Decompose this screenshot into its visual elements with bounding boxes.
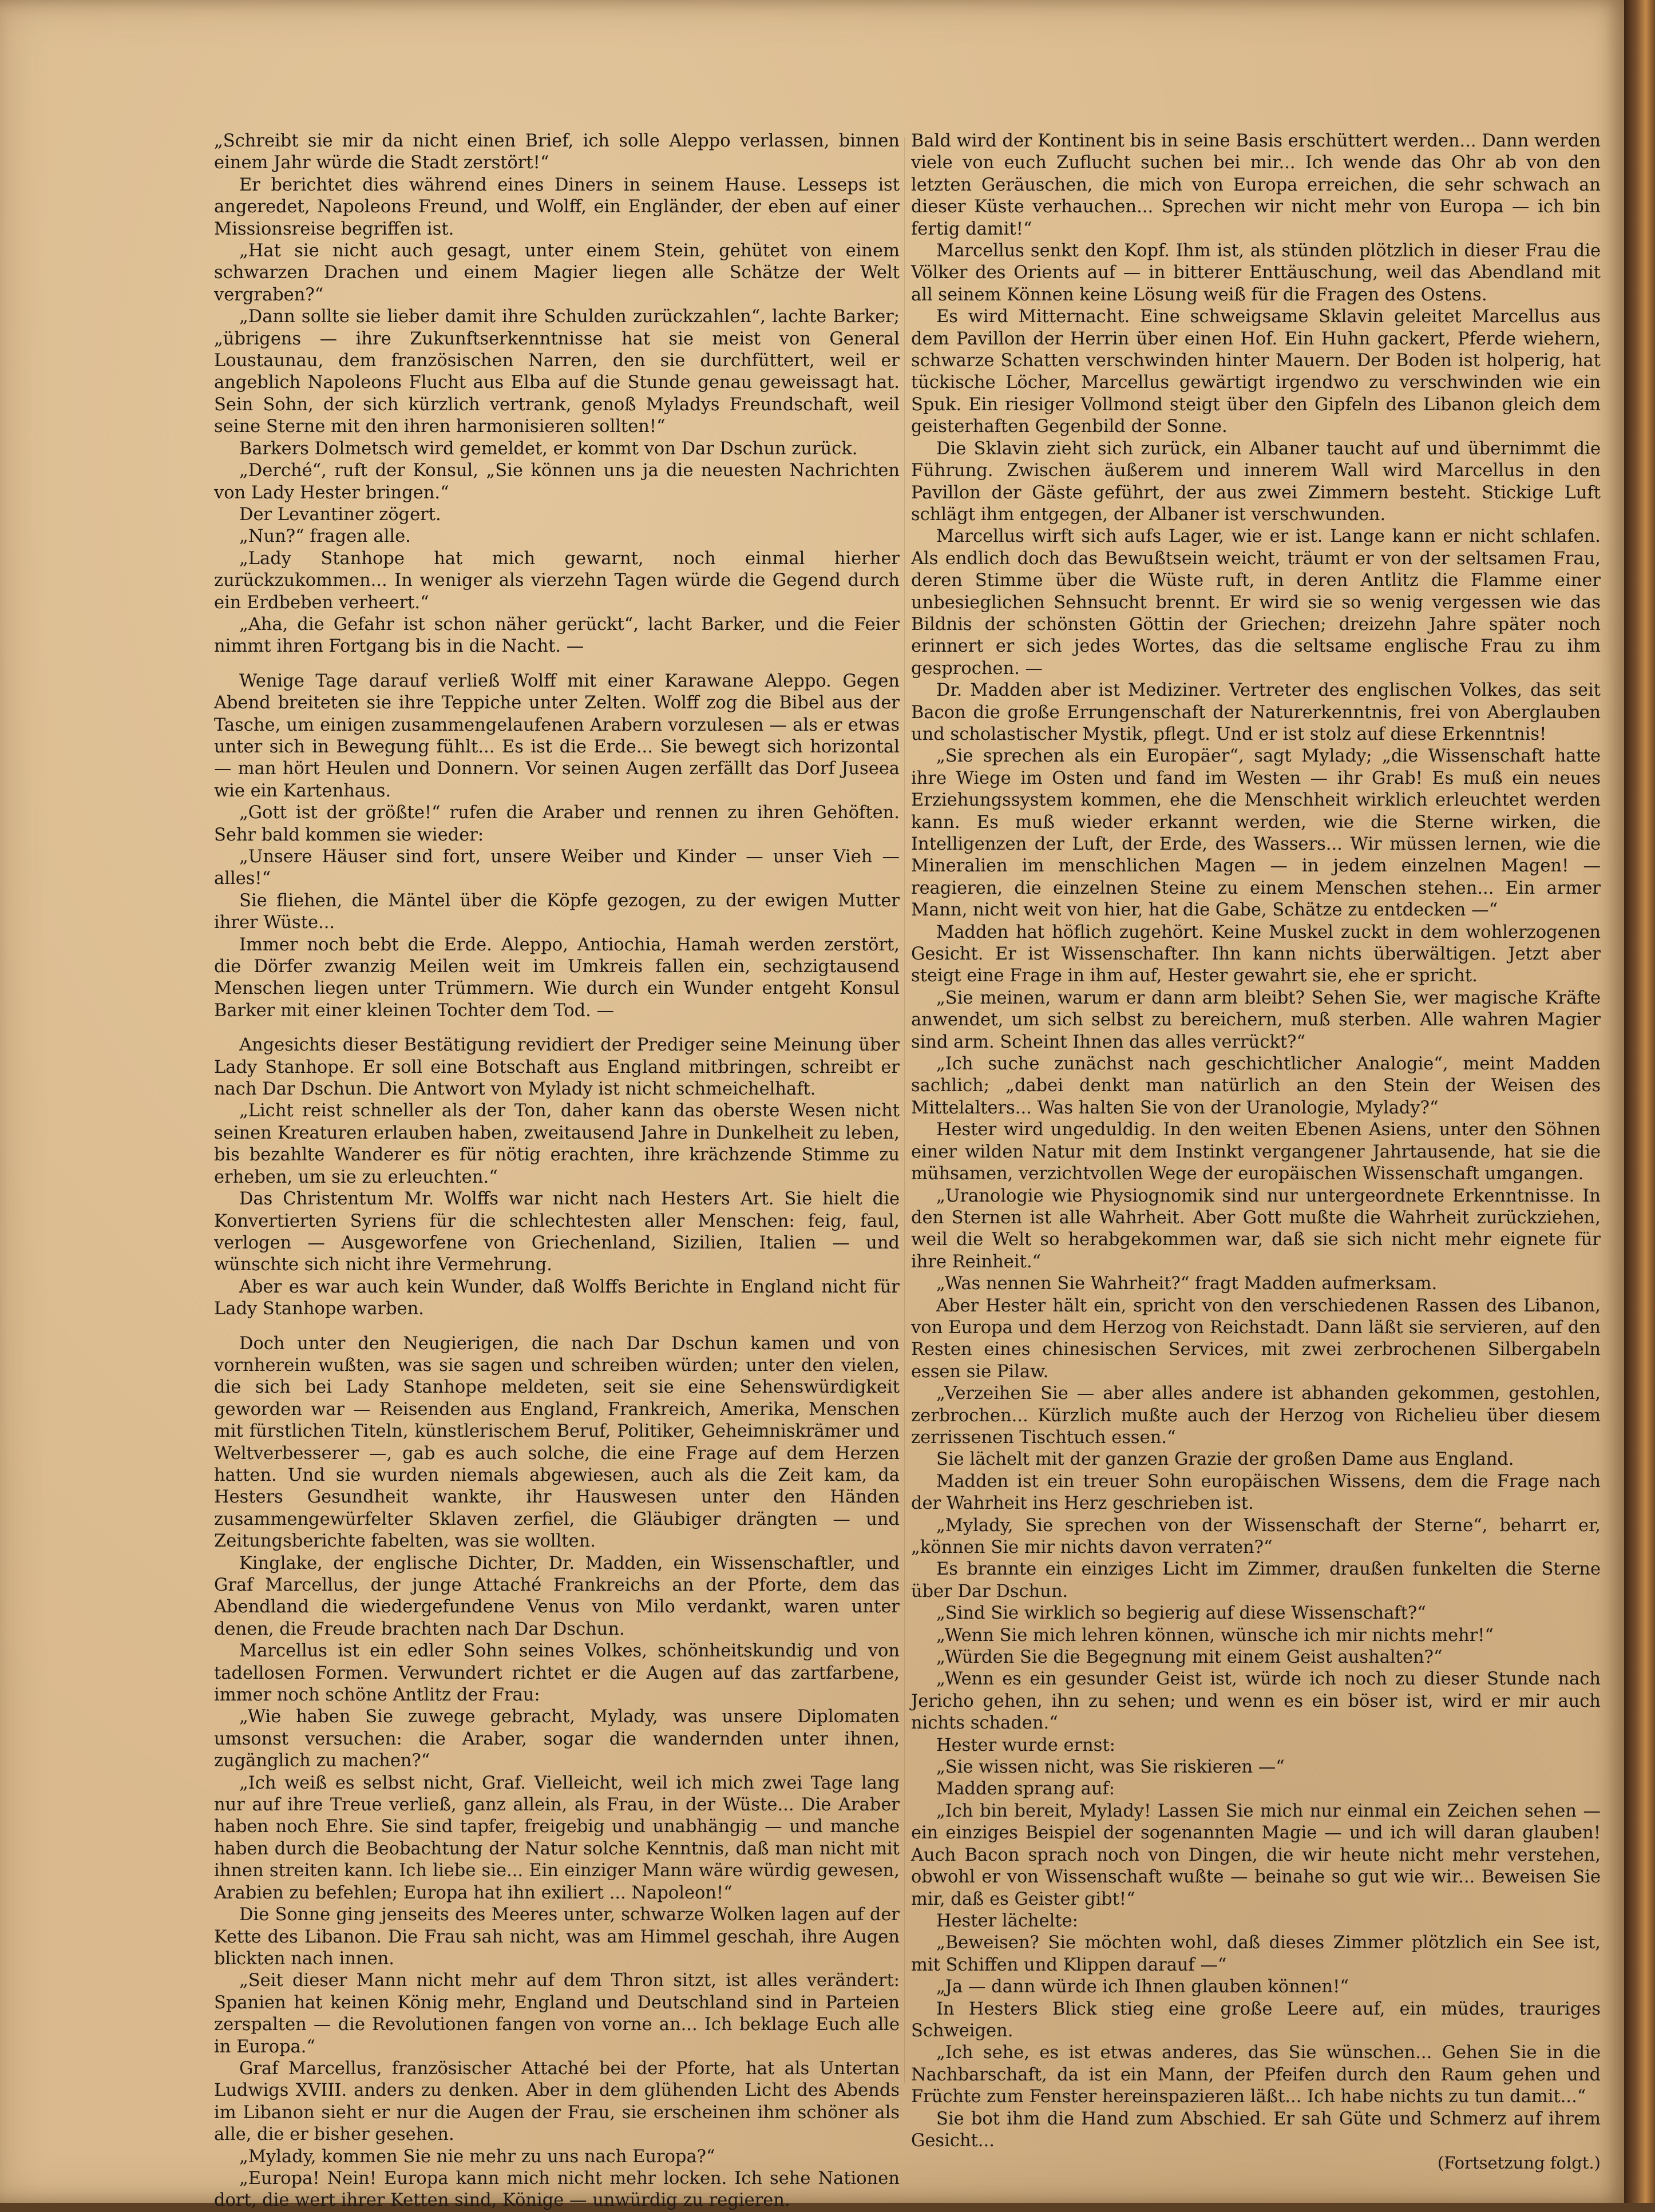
paragraph: „Sie meinen, warum er dann arm bleibt? Sehen Sie, wer magische Kräfte anwendet, um sich selbst zu bereichern, muß sterben. Alle wahren Magier sind arm. Scheint Ihnen das alles verrückt?“ (911, 988, 1601, 1052)
paragraph: „Gott ist der größte!“ rufen die Araber und rennen zu ihren Gehöften. Sehr bald kommen sie wieder: (214, 803, 900, 845)
paragraph: Aber Hester hält ein, spricht von den verschiedenen Rassen des Libanon, von Europa und dem Herzog von Reichstadt. Dann läßt sie servieren, auf den Resten eines chinesischen Services, mit zwei zerbrochenen Silbergabeln essen sie Pilaw. (911, 1295, 1601, 1382)
paragraph: Aber es war auch kein Wunder, daß Wolffs Berichte in England nicht für Lady Stanhope warben. (214, 1277, 900, 1319)
paragraph: „Dann sollte sie lieber damit ihre Schulden zurückzahlen“, lachte Barker; „übrigens — ihre Zukunftserkenntnisse hat sie meist von General Loustaunau, dem französischen Narren, den sie durchfüttert, weil er angeblich Napoleons Flucht aus Elba auf die Stunde genau geweissagt hat. Sein Sohn, der sich kürzlich vertrank, genoß Myladys Freundschaft, weil seine Sterne mit den ihren harmonisieren sollten!“ (214, 307, 900, 437)
paragraph: Marcellus senkt den Kopf. Ihm ist, als stünden plötzlich in dieser Frau die Völker des Orients auf — in bitterer Enttäuschung, weil das Abendland mit all seinem Können keine Lösung weiß für die Fragen des Ostens. (911, 241, 1601, 305)
paragraph: Es brannte ein einziges Licht im Zimmer, draußen funkelten die Sterne über Dar Dschun. (911, 1559, 1601, 1601)
paragraph: „Mylady, Sie sprechen von der Wissenschaft der Sterne“, beharrt er, „können Sie mir nichts davon verraten?“ (911, 1515, 1601, 1557)
paragraph: „Ich suche zunächst nach geschichtlicher Analogie“, meint Madden sachlich; „dabei denkt man natürlich an den Stein der Weisen des Mittelalters... Was halten Sie von der Uranologie, Mylady?“ (911, 1054, 1601, 1118)
paragraph: „Ja — dann würde ich Ihnen glauben können!“ (936, 1977, 1349, 1997)
paragraph: „Lady Stanhope hat mich gewarnt, noch einmal hierher zurückzukommen... In weniger als vierzehn Tagen würde die Gegend durch ein Erdbeben verheert.“ (214, 548, 900, 613)
paragraph: In Hesters Blick stieg eine große Leere auf, ein müdes, trauriges Schweigen. (911, 1999, 1601, 2041)
paragraph: Dr. Madden aber ist Mediziner. Vertreter des englischen Volkes, das seit Bacon die große Errungenschaft der Naturerkenntnis, frei von Aberglauben und scholastischer Mystik, pflegt. Und er ist stolz auf diese Erkenntnis! (911, 680, 1601, 744)
paragraph: „Licht reist schneller als der Ton, daher kann das oberste Wesen nicht seinen Kreaturen erlauben haben, zweitausend Jahre in Dunkelheit zu leben, bis bezahlte Wanderer es für nötig erachten, ihre krächzende Stimme zu erheben, um sie zu erleuchten.“ (214, 1101, 900, 1187)
paragraph: „Europa! Nein! Europa kann mich nicht mehr locken. Ich sehe Nationen dort, die wert ihrer Ketten sind, Könige — unwürdig zu regieren. (214, 2168, 900, 2211)
paragraph: Immer noch bebt die Erde. Aleppo, Antiochia, Hamah werden zerstört, die Dörfer zwanzig Meilen weit im Umkreis fallen ein, sechzigtausend Menschen liegen unter Trümmern. Wie durch ein Wunder entgeht Konsul Barker mit einer kleinen Tochter dem Tod. — (214, 934, 900, 1021)
paragraph: Die Sonne ging jenseits des Meeres unter, schwarze Wolken lagen auf der Kette des Libanon. Die Frau sah nicht, was am Himmel geschah, ihre Augen blickten nach innen. (214, 1905, 900, 1969)
paragraph: Marcellus wirft sich aufs Lager, wie er ist. Lange kann er nicht schlafen. Als endlich doch das Bewußtsein weicht, träumt er von der seltsamen Frau, deren Stimme über die Wüste ruft, in deren Antlitz die Flamme einer unbesieglichen Sehnsucht brennt. Er wird sie so wenig vergessen wie das Bildnis der schönsten Göttin der Griechen; dreizehn Jahre später noch erinnert er sich jedes Wortes, das die seltsame englische Frau zu ihm gesprochen. — (911, 526, 1601, 679)
paragraph: „Wenn Sie mich lehren können, wünsche ich mir nichts mehr!“ (936, 1625, 1494, 1646)
paragraph: Er berichtet dies während eines Diners in seinem Hause. Lesseps ist angeredet, Napoleons Freund, und Wolff, ein Engländer, der eben auf einer Missionsreise begriffen ist. (214, 175, 900, 239)
paragraph: Sie lächelt mit der ganzen Grazie der großen Dame aus England. (936, 1449, 1514, 1470)
paragraph: Barkers Dolmetsch wird gemeldet, er kommt von Dar Dschun zurück. (239, 438, 858, 459)
paragraph: Madden ist ein treuer Sohn europäischen Wissens, dem die Frage nach der Wahrheit ins Herz geschrieben ist. (911, 1471, 1601, 1514)
paragraph: „Uranologie wie Physiognomik sind nur untergeordnete Erkenntnisse. In den Sternen ist alle Wahrheit. Aber Gott mußte die Wahrheit zurückziehen, weil die Welt so herabgekommen war, daß sie sich nicht mehr eignete für ihre Reinheit.“ (911, 1186, 1601, 1272)
paragraph: Der Levantiner zögert. (239, 504, 441, 525)
column-divider (904, 137, 905, 2083)
paragraph: Marcellus ist ein edler Sohn seines Volkes, schönheitskundig und von tadellosen Formen. Verwundert richtet er die Augen auf das zartfarbene, immer noch schöne Antlitz der Frau: (214, 1641, 900, 1706)
paragraph: „Unsere Häuser sind fort, unsere Weiber und Kinder — unser Vieh — alles!“ (214, 847, 900, 889)
text-column-left (214, 130, 900, 2211)
paragraph: „Würden Sie die Begegnung mit einem Geist aushalten?“ (936, 1647, 1443, 1668)
paragraph: „Sie sprechen als ein Europäer“, sagt Mylady; „die Wissenschaft hatte ihre Wiege im Osten und fand im Westen — ihr Grab! Es muß ein neues Erziehungssystem kommen, ehe die Menschheit wirklich erleuchtet werden kann. Es muß wieder erkannt werden, wie die Sterne wirken, die Intelligenzen der Luft, der Erde, des Wassers... Wir müssen lernen, wie die Mineralien im menschlichen Magen — in jedem einzelnen Magen! — reagieren, die einzelnen Steine zu einem Menschen stehen... Ein armer Mann, nicht weit von hier, hat die Gabe, Schätze zu entdecken —“ (911, 746, 1601, 921)
paragraph: Doch unter den Neugierigen, die nach Dar Dschun kamen und von vornherein wußten, was sie sagen und schreiben würden; unter den vielen, die sich bei Lady Stanhope meldeten, seit sie eine Sehenswürdigkeit geworden war — Reisenden aus England, Frankreich, Amerika, Menschen mit fürstlichen Titeln, künstlerischem Beruf, Politiker, Geheimniskrämer und Weltverbesserer —, gab es auch solche, die eine Frage auf dem Herzen hatten. Und sie wurden niemals abgewiesen, auch als die Zeit kam, da Hesters Gesundheit wankte, ihr Hauswesen unter den Händen zusammengewürfelter Sklaven zerfiel, die Gläubiger drängten — und Zeitungsberichte fabelten, was sie wollten. (214, 1333, 900, 1552)
paragraph: Bald wird der Kontinent bis in seine Basis erschüttert werden... Dann werden viele von euch Zuflucht suchen bei mir... Ich wende das Ohr ab von den letzten Geräuschen, die mich von Europa erreichen, die sehr schwach an dieser Küste verhauchen... Sprechen wir nicht mehr von Europa — ich bin fertig damit!“ (911, 131, 1601, 239)
paragraph: „Schreibt sie mir da nicht einen Brief, ich solle Aleppo verlassen, binnen einem Jahr würde die Stadt zerstört!“ (214, 131, 900, 173)
paragraph: „Ich sehe, es ist etwas anderes, das Sie wünschen... Gehen Sie in die Nachbarschaft, da ist ein Mann, der Pfeifen durch den Raum gehen und Früchte zum Fenster hereinspazieren läßt... Ich habe nichts zu tun damit...“ (911, 2043, 1601, 2107)
paragraph: „Hat sie nicht auch gesagt, unter einem Stein, gehütet von einem schwarzen Drachen und einem Magier liegen alle Schätze der Welt vergraben?“ (214, 241, 900, 305)
paragraph: „Beweisen? Sie möchten wohl, daß dieses Zimmer plötzlich ein See ist, mit Schiffen und Klippen darauf —“ (911, 1933, 1601, 1975)
paragraph: Madden hat höflich zugehört. Keine Muskel zuckt in dem wohlerzogenen Gesicht. Er ist Wissenschafter. Ihn kann nichts überwältigen. Jetzt aber steigt eine Frage in ihm auf, Hester gewahrt sie, ehe er spricht. (911, 922, 1601, 986)
paragraph: Die Sklavin zieht sich zurück, ein Albaner taucht auf und übernimmt die Führung. Zwischen äußerem und innerem Wall wird Marcellus in den Pavillon der Gäste geführt, der aus zwei Zimmern besteht. Stickige Luft schlägt ihm entgegen, der Albaner ist verschwunden. (911, 438, 1601, 525)
paragraph: „Seit dieser Mann nicht mehr auf dem Thron sitzt, ist alles verändert: Spanien hat keinen König mehr, England und Deutschland sind in Parteien zerspalten — die Revolutionen fangen von vorne an... Ich beklage Euch alle in Europa.“ (214, 1971, 900, 2057)
paragraph: Angesichts dieser Bestätigung revidiert der Prediger seine Meinung über Lady Stanhope. Er soll eine Botschaft aus England mitbringen, schreibt er nach Dar Dschun. Die Antwort von Mylady ist nicht schmeichelhaft. (214, 1035, 900, 1100)
paragraph: Graf Marcellus, französischer Attaché bei der Pforte, hat als Untertan Ludwigs XVIII. anders zu denken. Aber in dem glühenden Licht des Abends im Libanon sieht er nur die Augen der Frau, sie erscheinen ihm schöner als alle, die er bisher gesehen. (214, 2058, 900, 2145)
paragraph: Hester lächelte: (936, 1910, 1078, 1931)
paragraph: Madden sprang auf: (936, 1779, 1115, 1799)
paragraph: „Derché“, ruft der Konsul, „Sie können uns ja die neuesten Nachrichten von Lady Hester bringen.“ (214, 461, 900, 503)
paragraph: Hester wird ungeduldig. In den weiten Ebenen Asiens, unter den Söhnen einer wilden Natur mit dem Instinkt vergangener Jahrtausende, hat sie die mühsamen, verzichtvollen Wege der europäischen Wissenschaft umgangen. (911, 1120, 1601, 1184)
paragraph: Sie fliehen, die Mäntel über die Köpfe gezogen, zu der ewigen Mutter ihrer Wüste... (214, 890, 900, 933)
paragraph: Hester wurde ernst: (936, 1735, 1115, 1755)
paragraph: „Ich weiß es selbst nicht, Graf. Vielleicht, weil ich mich zwei Tage lang nur auf ihre Treue verließ, ganz allein, als Frau, in der Wüste... Die Araber haben noch Ehre. Sie sind tapfer, freigebig und unabhängig — und manche haben durch die Beobachtung der Natur solche Kenntnis, daß man nicht mit ihnen streiten kann. Ich liebe sie... Ein einziger Mann wäre würdig gewesen, Arabien zu befehlen; Europa hat ihn exiliert ... Napoleon!“ (214, 1773, 900, 1903)
paragraph: „Aha, die Gefahr ist schon näher gerückt“, lacht Barker, und die Feier nimmt ihren Fortgang bis in die Nacht. — (214, 614, 900, 657)
paragraph: „Wenn es ein gesunder Geist ist, würde ich noch zu dieser Stunde nach Jericho gehen, ihn zu sehen; und wenn es ein böser ist, wird er mir auch nichts schaden.“ (911, 1669, 1601, 1734)
paragraph: „Ich bin bereit, Mylady! Lassen Sie mich nur einmal ein Zeichen sehen — ein einziges Beispiel der sogenannten Magie — und ich will daran glauben! Auch Bacon sprach noch von Dingen, die wir heute nicht mehr verstehen, obwohl er von Wissenschaft wußte — beinahe so gut wie wir... Beweisen Sie mir, daß es Geister gibt!“ (911, 1801, 1601, 1909)
paragraph: „Was nennen Sie Wahrheit?“ fragt Madden aufmerksam. (936, 1274, 1438, 1294)
paragraph: Das Christentum Mr. Wolffs war nicht nach Hesters Art. Sie hielt die Konvertierten Syriens für die schlechtesten aller Menschen: feig, faul, verlogen — Ausgeworfene von Griechenland, Sizilien, Italien — und wünschte sich nicht ihre Vermehrung. (214, 1189, 900, 1275)
paragraph: „Wie haben Sie zuwege gebracht, Mylady, was unsere Diplomaten umsonst versuchen: die Araber, sogar die wandernden unter ihnen, zugänglich zu machen?“ (214, 1707, 900, 1771)
paragraph: „Sie wissen nicht, was Sie riskieren —“ (936, 1757, 1285, 1778)
paragraph: Es wird Mitternacht. Eine schweigsame Sklavin geleitet Marcellus aus dem Pavillon der Herrin über einen Hof. Ein Huhn gackert, Pferde wiehern, schwarze Schatten verschwinden hinter Mauern. Der Boden ist holperig, hat tückische Löcher, Marcellus gewärtigt irgendwo zu verschwinden wie ein Spuk. Ein riesiger Vollmond steigt über den Gipfeln des Libanon gleich dem geisterhaften Gegenbild der Sonne. (911, 307, 1601, 437)
paragraph: Wenige Tage darauf verließ Wolff mit einer Karawane Aleppo. Gegen Abend breiteten sie ihre Teppiche unter Zelten. Wolff zog die Bibel aus der Tasche, um einigen zusammengelaufenen Arabern vorzulesen — als er etwas unter sich in Bewegung fühlt... Es ist die Erde... Sie bewegt sich horizontal — man hört Heulen und Donnern. Vor seinen Augen zerfällt das Dorf Juseea wie ein Kartenhaus. (214, 671, 900, 801)
paragraph: „Sind Sie wirklich so begierig auf diese Wissenschaft?“ (936, 1603, 1426, 1624)
continuation-note: (Fortsetzung folgt.) (1437, 2153, 1601, 2173)
paragraph: „Nun?“ fragen alle. (239, 526, 411, 547)
paragraph: Sie bot ihm die Hand zum Abschied. Er sah Güte und Schmerz auf ihrem Gesicht... (911, 2108, 1601, 2151)
book-spine-edge (1624, 0, 1655, 2203)
paragraph: „Mylady, kommen Sie nie mehr zu uns nach Europa?“ (239, 2146, 715, 2167)
text-column-right (911, 130, 1601, 2173)
paragraph: „Verzeihen Sie — aber alles andere ist abhanden gekommen, gestohlen, zerbrochen... Kürzlich mußte auch der Herzog von Richelieu über diesem zerrissenen Tischtuch essen.“ (911, 1384, 1601, 1448)
paragraph: Kinglake, der englische Dichter, Dr. Madden, ein Wissenschaftler, und Graf Marcellus, der junge Attaché Frankreichs an der Pforte, dem das Abendland die wiedergefundene Venus von Milo verdankt, waren unter denen, die Freude brachten nach Dar Dschun. (214, 1553, 900, 1639)
